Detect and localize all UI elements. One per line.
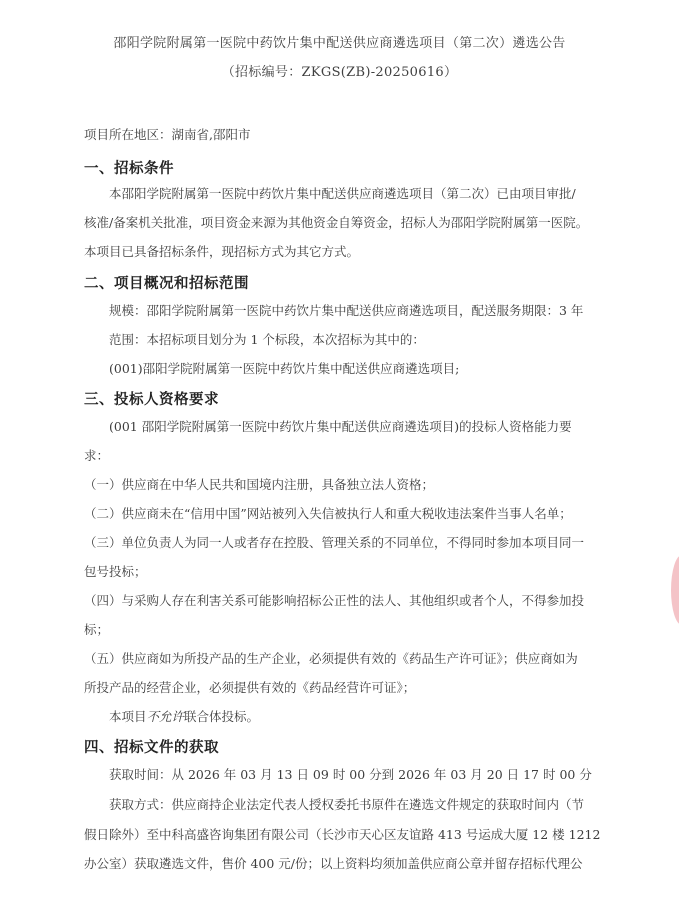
paragraph-line: 本项目已具备招标条件，现招标方式为其它方式。 — [84, 244, 360, 259]
section-heading-project-overview: 二、项目概况和招标范围 — [84, 275, 249, 292]
requirement-item-continued: 包号投标； — [84, 564, 147, 579]
section-heading-bidding-conditions: 一、招标条件 — [84, 160, 174, 177]
document-title: 邵阳学院附属第一医院中药饮片集中配送供应商遴选项目（第二次）遴选公告 — [113, 36, 566, 51]
requirement-item-continued: 标； — [84, 622, 110, 637]
paragraph-line: 范围：本招标项目划分为 1 个标段，本次招标为其中的： — [109, 332, 425, 347]
paragraph-line: 求： — [84, 448, 110, 463]
paragraph-line: 规模：邵阳学院附属第一医院中药饮片集中配送供应商遴选项目，配送服务期限：3 年 — [109, 303, 584, 318]
requirement-item: （四）与采购人存在利害关系可能影响招标公正性的法人、其他组织或者个人，不得参加投 — [84, 593, 585, 608]
consortium-prefix: 本项目 — [109, 709, 147, 724]
project-location: 项目所在地区：湖南省,邵阳市 — [84, 127, 251, 142]
requirement-item: （一）供应商在中华人民共和国境内注册，具备独立法人资格； — [84, 477, 435, 492]
paragraph-line: 获取方式：供应商持企业法定代表人授权委托书原件在遴选文件规定的获取时间内（节 — [109, 797, 585, 812]
section-heading-bidder-qualifications: 三、投标人资格要求 — [84, 391, 219, 408]
consortium-not-allowed: 不允许 — [146, 709, 185, 724]
requirement-item: （三）单位负责人为同一人或者存在控股、管理关系的不同单位，不得同时参加本项目同一 — [84, 535, 585, 550]
requirement-item-continued: 所投产品的经营企业，必须提供有效的《药品经营许可证》； — [84, 680, 416, 695]
acquisition-time: 获取时间：从 2026 年 03 月 13 日 09 时 00 分到 2026 年 03 月 20 日 17 时 00 分 — [109, 767, 592, 782]
paragraph-line: (001)邵阳学院附属第一医院中药饮片集中配送供应商遴选项目; — [109, 361, 460, 376]
paragraph-line: (001 邵阳学院附属第一医院中药饮片集中配送供应商遴选项目)的投标人资格能力要 — [109, 419, 572, 434]
paragraph-line: 办公室）获取遴选文件，售价 400 元/份；以上资料均须加盖供应商公章并留存招标代理公 — [84, 856, 583, 871]
paragraph-line: 假日除外）至中科高盛咨询集团有限公司（长沙市天心区友谊路 413 号运成大厦 12 楼 1212 — [84, 827, 601, 842]
section-heading-document-acquisition: 四、招标文件的获取 — [84, 739, 219, 756]
paragraph-line: 核准/备案机关批准，项目资金来源为其他资金自筹资金，招标人为邵阳学院附属第一医院。 — [84, 215, 589, 230]
requirement-item: （五）供应商如为所投产品的生产企业，必须提供有效的《药品生产许可证》；供应商如为 — [84, 651, 578, 666]
consortium-statement — [109, 709, 629, 725]
tender-number: （招标编号：ZKGS(ZB)-20250616） — [221, 65, 458, 80]
seal-edge-mark — [671, 555, 679, 625]
requirement-item: （二）供应商未在“信用中国”网站被列入失信被执行人和重大税收违法案件当事人名单； — [84, 506, 572, 521]
consortium-suffix: 联合体投标。 — [184, 709, 260, 724]
paragraph-line: 本邵阳学院附属第一医院中药饮片集中配送供应商遴选项目（第二次）已由项目审批/ — [109, 186, 576, 201]
